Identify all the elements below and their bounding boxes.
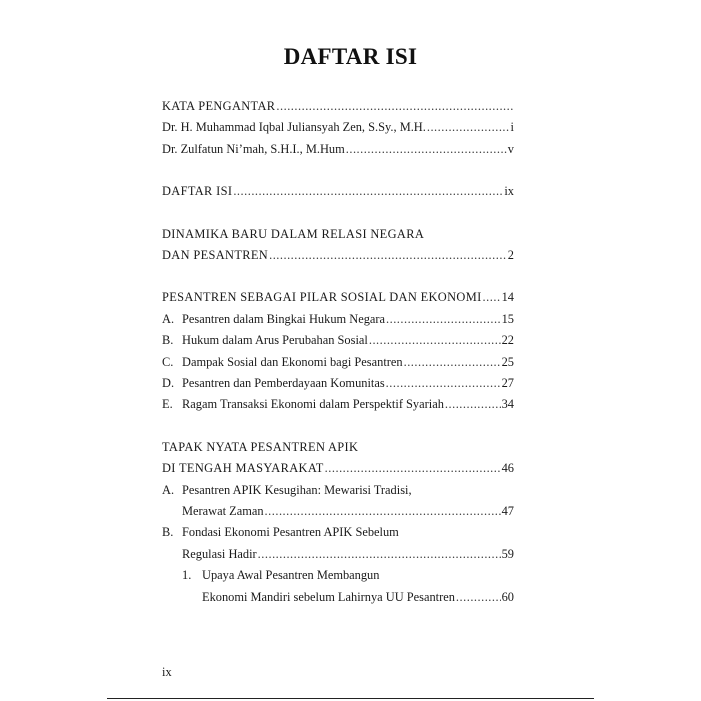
toc-entry-label: Dr. Zulfatun Ni’mah, S.H.I., M.Hum — [162, 141, 345, 156]
toc-entry[interactable] — [162, 181, 514, 201]
toc-entry[interactable] — [162, 437, 514, 457]
toc-entry[interactable] — [182, 565, 514, 585]
leader-dots — [386, 373, 501, 393]
toc-entry-label: Pesantren dan Pemberdayaan Komunitas — [182, 376, 385, 390]
toc-entry-marker: A. — [162, 311, 175, 326]
toc-entry-label: Pesantren APIK Kesugihan: Mewarisi Tradisi, — [182, 482, 412, 497]
toc-entry-page: 59 — [501, 546, 514, 561]
toc-entry[interactable] — [162, 287, 514, 307]
toc-entry-label: Ragam Transaksi Ekonomi dalam Perspektif Syariah — [182, 397, 444, 412]
toc-entry[interactable] — [182, 501, 514, 521]
toc-entry[interactable] — [162, 480, 514, 500]
page-title: DAFTAR ISI — [283, 44, 418, 69]
leader-dots — [325, 458, 501, 478]
toc-entry-page: ix — [504, 184, 514, 199]
toc-entry[interactable] — [162, 96, 514, 116]
toc-entry-label: DAFTAR ISI — [162, 184, 233, 199]
toc-entry-marker: C. — [162, 354, 174, 369]
toc-entry[interactable] — [162, 522, 514, 542]
leader-dots — [369, 330, 501, 350]
toc-entry-label: Upaya Awal Pesantren Membangun — [202, 568, 380, 583]
toc-entry-label: Ekonomi Mandiri sebelum Lahirnya UU Pesantren — [202, 589, 455, 604]
toc-entry-label: PESANTREN SEBAGAI PILAR SOSIAL DAN EKONOMI — [162, 290, 482, 305]
toc-entry-page: 47 — [501, 504, 514, 518]
toc-entry-page: 14 — [501, 290, 514, 305]
toc-entry-label: DI TENGAH MASYARAKAT — [162, 461, 324, 476]
leader-dots — [276, 96, 513, 116]
toc-entry-page: 22 — [501, 333, 514, 348]
toc-entry[interactable] — [162, 373, 514, 393]
bottom-rule — [107, 698, 594, 699]
leader-dots — [265, 501, 501, 521]
toc-entry-marker: D. — [162, 376, 175, 390]
leader-dots — [386, 309, 501, 329]
toc-entry-page: 25 — [501, 354, 514, 369]
toc-entry-marker: E. — [162, 397, 173, 412]
toc-entry[interactable] — [162, 352, 514, 372]
toc-entry-label: Hukum dalam Arus Perubahan Sosial — [182, 333, 368, 348]
toc-entry[interactable] — [162, 117, 514, 137]
toc-entry-page: 46 — [501, 461, 514, 476]
toc-entry-label: DINAMIKA BARU DALAM RELASI NEGARA — [162, 226, 425, 241]
toc-entry-label: Fondasi Ekonomi Pesantren APIK Sebelum — [182, 525, 399, 540]
toc-entry-page: 60 — [501, 589, 514, 604]
toc-entry-page: i — [510, 120, 514, 135]
leader-dots — [483, 287, 501, 307]
toc-entry-page: v — [507, 141, 514, 156]
leader-dots — [427, 117, 510, 137]
toc-entry[interactable] — [162, 139, 514, 159]
toc-entry-page: 2 — [507, 248, 514, 262]
page-number: ix — [162, 665, 172, 679]
leader-dots — [404, 352, 501, 372]
toc-entry[interactable] — [162, 330, 514, 350]
leader-dots — [269, 245, 507, 265]
toc-entry-label: Pesantren dalam Bingkai Hukum Negara — [182, 311, 386, 326]
leader-dots — [445, 394, 501, 414]
toc-entry-label: Regulasi Hadir — [182, 546, 257, 561]
toc-entry-label: Merawat Zaman — [182, 504, 264, 518]
toc-entry-page: 15 — [501, 311, 514, 326]
toc-entry-page: 34 — [501, 397, 514, 412]
leader-dots — [456, 587, 501, 607]
toc-entry[interactable] — [162, 394, 514, 414]
toc-entry-marker: A. — [162, 482, 175, 497]
toc-entry-marker: B. — [162, 333, 174, 348]
toc-entry[interactable] — [162, 458, 514, 478]
leader-dots — [233, 181, 503, 201]
toc-entry-page: 27 — [501, 376, 514, 390]
toc-entry-marker: B. — [162, 525, 174, 540]
toc-entry-marker: 1. — [182, 568, 192, 583]
toc-entry[interactable] — [162, 224, 514, 244]
toc-entry[interactable] — [162, 309, 514, 329]
leader-dots — [346, 139, 507, 159]
toc-entry[interactable] — [162, 245, 514, 265]
toc-entry-label: DAN PESANTREN — [162, 248, 269, 262]
toc-entry[interactable] — [202, 587, 514, 607]
toc-entry-label: KATA PENGANTAR — [162, 99, 276, 113]
toc-entry[interactable] — [182, 544, 514, 564]
toc-entry-label: Dampak Sosial dan Ekonomi bagi Pesantren — [182, 354, 403, 369]
toc-entry-label: TAPAK NYATA PESANTREN APIK — [162, 439, 359, 454]
leader-dots — [258, 544, 501, 564]
toc-entry-label: Dr. H. Muhammad Iqbal Juliansyah Zen, S.Sy., M.H. — [162, 120, 426, 135]
